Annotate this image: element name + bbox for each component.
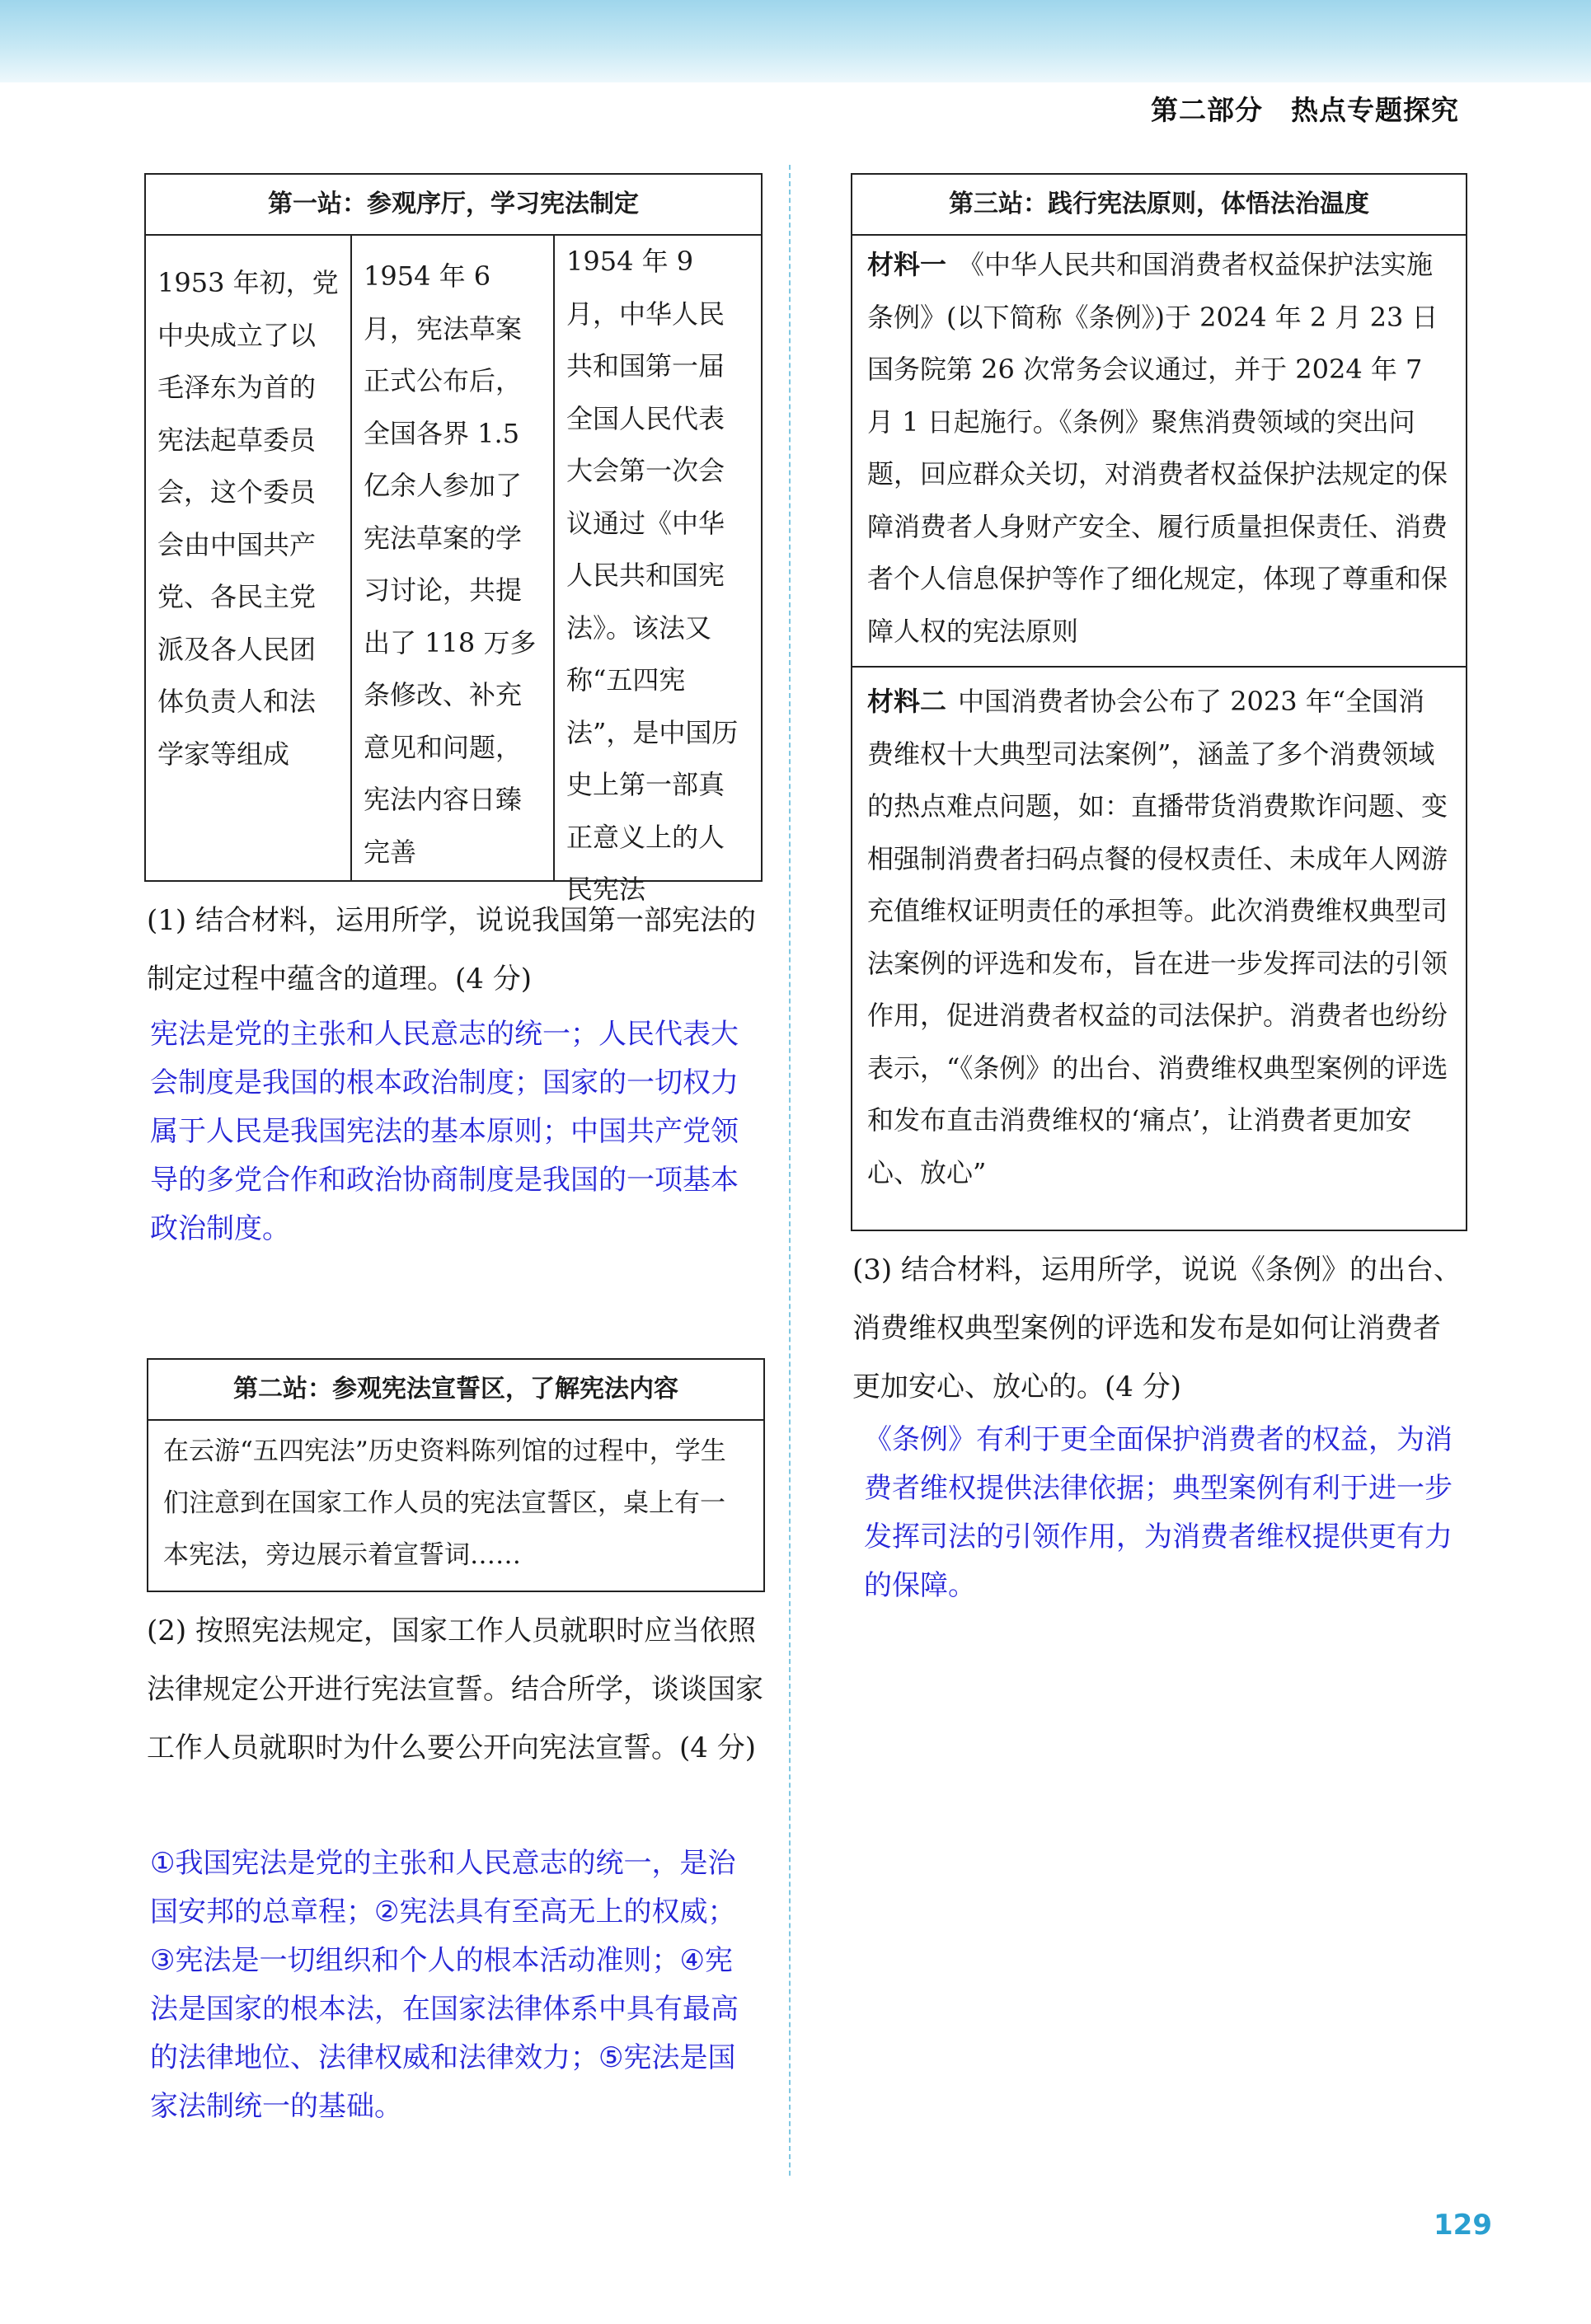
station1-box bbox=[144, 173, 763, 905]
station1-cell-2: 1954 年 6 月，宪法草案正式公布后，全国各界 1.5 亿余人参加了宪法草案的学习讨论，共提出了 118 万多条修改、补充意见和问题，宪法内容日臻完善 bbox=[352, 236, 555, 880]
station2-body: 在云游“五四宪法”历史资料陈列馆的过程中，学生们注意到在国家工作人员的宪法宣誓区，桌上有一本宪法，旁边展示着宣誓词…… bbox=[163, 1436, 726, 1570]
material-2-text: 中国消费者协会公布了 2023 年“全国消费维权十大典型司法案例”，涵盖了多个消费领域的热点难点问题，如：直播带货消费欺诈问题、变相强制消费者扫码点餐的侵权责任、未成年人网游充值维权证明责任的承担等。此次消费维权典型司法案例的评选和发布，旨在进一步发挥司法的引领作用，促进消费者权益的司法保护。消费者也纷纷表示，“《条例》的出台、消费维权典型案例的评选和发布直击消费维权的‘痛点’，让消费者更加安心、放心” bbox=[867, 686, 1448, 1188]
station1-cell-1: 1953 年初，党中央成立了以毛泽东为首的宪法起草委员会，这个委员会由中国共产党、各民主党派及各人民团体负责人和法学家等组成 bbox=[146, 236, 352, 880]
material-2-tag: 材料二 bbox=[867, 686, 947, 717]
answer-3: 《条例》有利于更全面保护消费者的权益，为消费者维权提供法律依据；典型案例有利于进一步发挥司法的引领作用，为消费者维权提供更有力的保障。 bbox=[864, 1423, 1453, 1602]
station3-title: 第三站：践行宪法原则，体悟法治温度 bbox=[852, 175, 1466, 236]
station1-title: 第一站：参观序厅，学习宪法制定 bbox=[146, 175, 761, 236]
answer-2: ①我国宪法是党的主张和人民意志的统一，是治国安邦的总章程；②宪法具有至高无上的权威；③宪法是一切组织和个人的根本活动准则；④宪法是国家的根本法，在国家法律体系中具有最高的法律地位、法律权威和法律效力；⑤宪法是国家法制统一的基础。 bbox=[150, 1847, 739, 2123]
station2-title: 第二站：参观宪法宣誓区，了解宪法内容 bbox=[148, 1360, 763, 1421]
station1-cell-3: 1954 年 9 月，中华人民共和国第一届全国人民代表大会第一次会议通过《中华人民共和国宪法》。该法又称“五四宪法”，是中国历史上第一部真正意义上的人民宪法 bbox=[566, 246, 739, 905]
material-1 bbox=[852, 236, 1466, 668]
question-3: (3) 结合材料，运用所学，说说《条例》的出台、消费维权典型案例的评选和发布是如何让消费者更加安心、放心的。(4 分) bbox=[852, 1253, 1462, 1403]
question-1: (1) 结合材料，运用所学，说说我国第一部宪法的制定过程中蕴含的道理。(4 分) bbox=[147, 904, 756, 996]
material-2 bbox=[852, 668, 1466, 1199]
station2-box bbox=[147, 1358, 765, 1592]
station3-box bbox=[851, 173, 1467, 1231]
header-banner bbox=[0, 0, 1591, 82]
section-title: 第二部分 热点专题探究 bbox=[1151, 94, 1459, 126]
station1-table bbox=[146, 236, 761, 905]
answer-1: 宪法是党的主张和人民意志的统一；人民代表大会制度是我国的根本政治制度；国家的一切权力属于人民是我国宪法的基本原则；中国共产党领导的多党合作和政治协商制度是我国的一项基本政治制度。 bbox=[150, 1018, 739, 1245]
column-divider bbox=[789, 165, 791, 2176]
material-1-text: 《中华人民共和国消费者权益保护法实施条例》(以下简称《条例》)于 2024 年 2 月 23 日国务院第 26 次常务会议通过，并于 2024 年 7 月 1 日起施行。《条例》聚焦消费领域的突出问题，回应群众关切，对消费者权益保护法规定的保障消费者人身财产安全、履行质量担保责任、消费者个人信息保护等作了细化规定，体现了尊重和保障人权的宪法原则 bbox=[867, 249, 1448, 647]
question-2: (2) 按照宪法规定，国家工作人员就职时应当依照法律规定公开进行宪法宣誓。结合所学，谈谈国家工作人员就职时为什么要公开向宪法宣誓。(4 分) bbox=[147, 1614, 763, 1764]
material-1-tag: 材料一 bbox=[867, 249, 947, 280]
page-number: 129 bbox=[1434, 2209, 1492, 2242]
